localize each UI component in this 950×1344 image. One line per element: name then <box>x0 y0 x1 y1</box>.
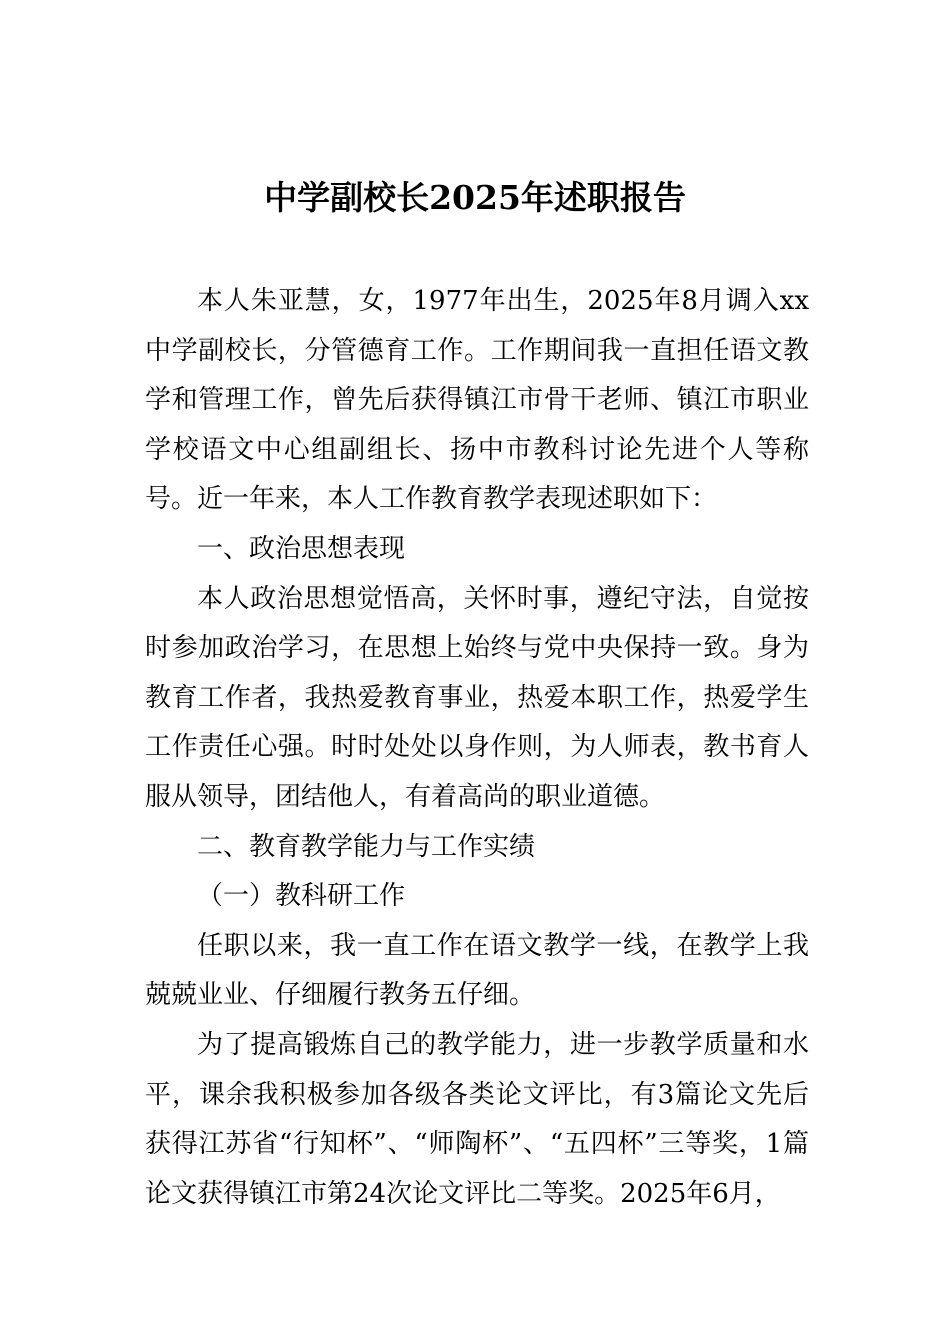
document-body <box>145 277 809 1219</box>
paragraph-political: 本人政治思想觉悟高，关怀时事，遵纪守法，自觉按时参加政治学习，在思想上始终与党中央保持一致。身为教育工作者，我热爱教育事业，热爱本职工作，热爱学生工作责任心强。时时处处以身作则，为人师表，教书育人服从领导，团结他人，有着高尚的职业道德。 <box>145 583 809 812</box>
paragraph-research-1: 任职以来，我一直工作在语文教学一线，在教学上我兢兢业业、仔细履行教务五仔细。 <box>145 930 809 1011</box>
section-heading-political: 一、政治思想表现 <box>197 533 406 564</box>
section-heading-teaching: 二、教育教学能力与工作实绩 <box>197 831 536 862</box>
subsection-heading-research: （一）教科研工作 <box>197 881 406 912</box>
paragraph-research-2: 为了提高锻炼自己的教学能力，进一步教学质量和水平，课余我积极参加各级各类论文评比，有3篇论文先后获得江苏省“行知杯”、“师陶杯”、“五四杯”三等奖，1篇论文获得镇江市第24次论文评比二等奖。2025年6月， <box>145 1029 809 1209</box>
paragraph-intro: 本人朱亚慧，女，1977年出生，2025年8月调入xx中学副校长，分管德育工作。工作期间我一直担任语文教学和管理工作，曾先后获得镇江市骨干老师、镇江市职业学校语文中心组副组长、扬中市教科讨论先进个人等称号。近一年来，本人工作教育教学表现述职如下： <box>145 286 809 515</box>
document-title: 中学副校长2025年述职报告 <box>264 178 686 217</box>
